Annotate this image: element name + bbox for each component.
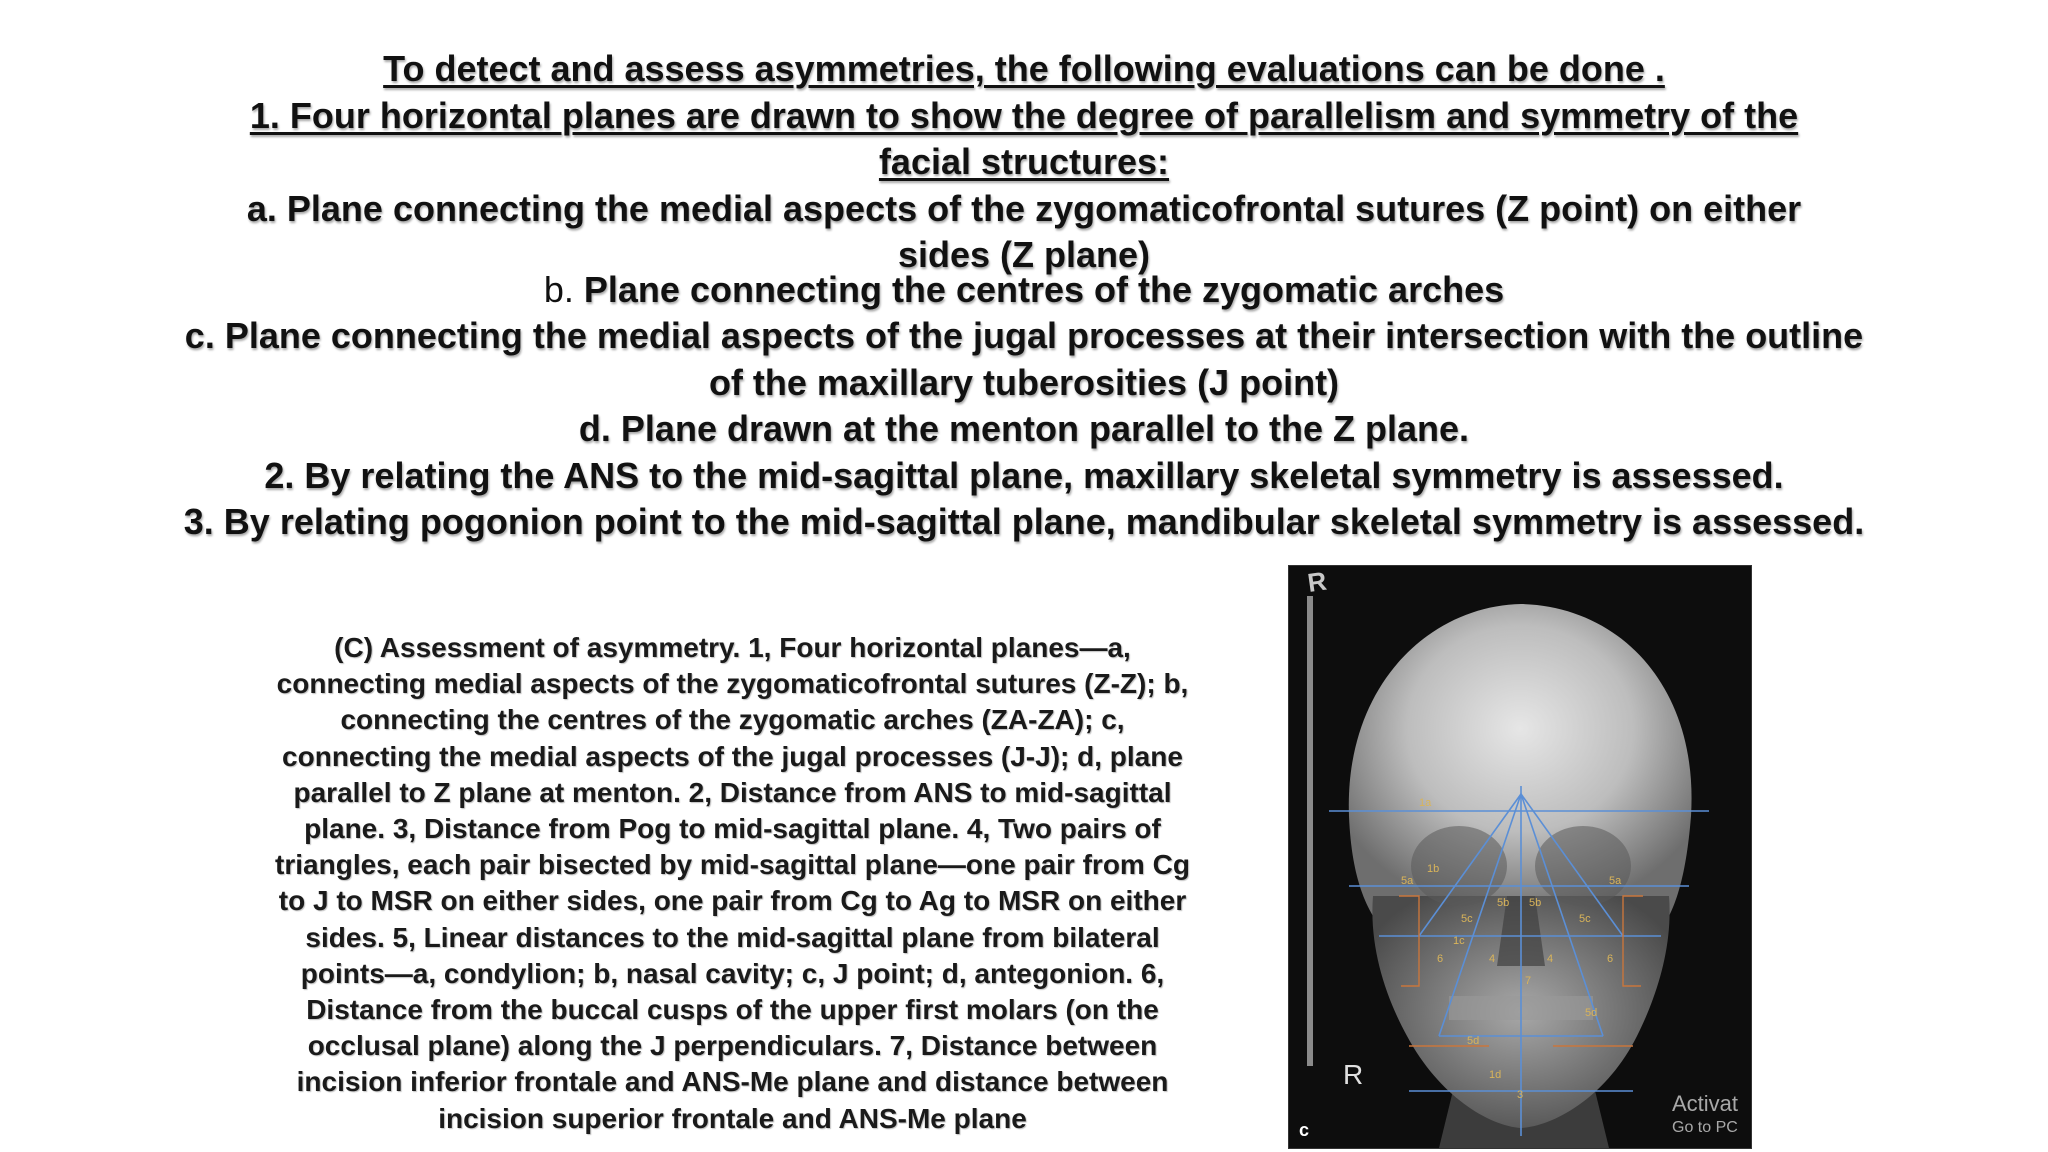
heading-line-intro: To detect and assess asymmetries, the following evaluations can be done .	[383, 48, 1665, 89]
label-5a-right: 5a	[1609, 875, 1622, 887]
watermark-line-1: Activat	[1672, 1091, 1739, 1116]
caption-line: triangles, each pair bisected by mid-sagittal plane—one pair from Cg	[275, 849, 1190, 881]
label-5d-left: 5d	[1467, 1035, 1480, 1047]
label-5a-left: 5a	[1401, 875, 1414, 887]
heading-line-1: 1. Four horizontal planes are drawn to show the degree of parallelism and symmetry of the	[249, 94, 1799, 136]
panel-label-c: c	[1299, 1120, 1310, 1140]
left-orbit	[1411, 826, 1507, 906]
heading-line-b-prefix: b.	[543, 268, 574, 310]
label-4-right: 4	[1547, 953, 1554, 965]
caption-line: incision superior frontale and ANS-Me plane	[438, 1102, 1027, 1134]
heading-line-b-text: Plane connecting the centres of the zygomatic arches	[583, 268, 1505, 310]
heading-line-d: d. Plane drawn at the menton parallel to the Z plane.	[578, 408, 1470, 449]
label-1b: 1b	[1427, 863, 1440, 875]
heading-line-a: a. Plane connecting the medial aspects of the zygomaticofrontal sutures (Z point) on either	[246, 187, 1802, 229]
caption-line: parallel to Z plane at menton. 2, Distance from ANS to mid-sagittal	[293, 776, 1172, 808]
label-6-left: 6	[1437, 953, 1444, 965]
caption-line: (C) Assessment of asymmetry. 1, Four horizontal planes—a,	[334, 632, 1131, 663]
ruler-bar	[1307, 596, 1313, 1066]
heading-line-2: 2. By relating the ANS to the mid-sagittal plane, maxillary skeletal symmetry is assessed.	[264, 454, 1784, 496]
caption-line: Distance from the buccal cusps of the upper first molars (on the	[306, 994, 1159, 1026]
label-4-left: 4	[1489, 953, 1496, 965]
marker-r-top: R	[1305, 566, 1329, 598]
marker-r-mid: R	[1343, 1059, 1364, 1090]
windows-activation-watermark	[1672, 1092, 1738, 1140]
caption-line: plane. 3, Distance from Pog to mid-sagittal plane. 4, Two pairs of	[304, 813, 1161, 845]
caption-line: sides. 5, Linear distances to the mid-sagittal plane from bilateral	[305, 921, 1160, 953]
watermark-line-2: Go to PC	[1672, 1119, 1738, 1136]
heading-block	[60, 46, 1988, 546]
label-5c-left: 5c	[1461, 913, 1473, 925]
heading-line-c: c. Plane connecting the medial aspects of the jugal processes at their intersection with the outline	[184, 315, 1864, 356]
caption-line: to J to MSR on either sides, one pair from Cg to Ag to MSR on either	[278, 885, 1187, 917]
skull-xray-drawing	[1289, 566, 1751, 1148]
label-7: 7	[1525, 975, 1532, 987]
caption-line: connecting the centres of the zygomatic arches (ZA-ZA); c,	[340, 704, 1125, 736]
figure-caption	[235, 630, 1230, 1137]
caption-line: points—a, condylion; b, nasal cavity; c, J point; d, antegonion. 6,	[300, 957, 1165, 989]
label-5b-left: 5b	[1497, 897, 1510, 909]
heading-line-c-cont: of the maxillary tuberosities (J point)	[708, 361, 1340, 403]
heading-line-b	[60, 267, 1988, 314]
right-orbit	[1535, 826, 1631, 906]
heading-line-3: 3. By relating pogonion point to the mid-sagittal plane, mandibular skeletal symmetry is assessed.	[183, 501, 1865, 542]
heading-line-a-cont: sides (Z plane)	[897, 234, 1151, 275]
heading-line-1-cont: facial structures:	[878, 141, 1170, 182]
label-1c: 1c	[1453, 935, 1465, 947]
caption-line: connecting the medial aspects of the jugal processes (J-J); d, plane	[282, 740, 1183, 772]
label-5d-right: 5d	[1585, 1007, 1598, 1019]
label-6-right: 6	[1607, 953, 1614, 965]
caption-line: connecting medial aspects of the zygomaticofrontal sutures (Z-Z); b,	[276, 668, 1189, 700]
caption-line: incision inferior frontale and ANS-Me plane and distance between	[296, 1066, 1169, 1098]
label-1d: 1d	[1489, 1069, 1502, 1081]
label-1a: 1a	[1419, 797, 1432, 809]
label-3: 3	[1517, 1089, 1524, 1101]
label-5c-right: 5c	[1579, 913, 1591, 925]
caption-line: occlusal plane) along the J perpendiculars. 7, Distance between	[307, 1030, 1158, 1062]
label-5b-right: 5b	[1529, 897, 1542, 909]
skull-xray-image	[1288, 565, 1752, 1149]
